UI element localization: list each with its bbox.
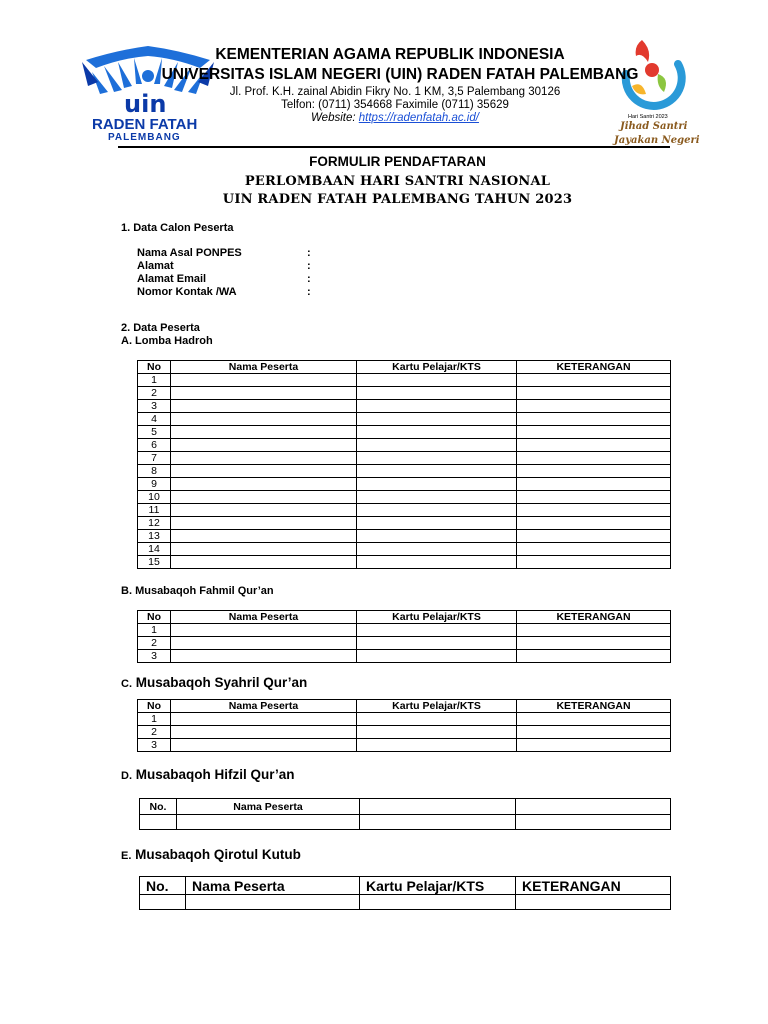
cell-ket[interactable]	[517, 556, 671, 569]
cell-nama[interactable]	[186, 895, 360, 910]
table-row	[138, 439, 671, 452]
form-title: FORMULIR PENDAFTARAN	[309, 154, 486, 169]
website-label: Website:	[311, 112, 356, 124]
sub-d-heading	[121, 767, 295, 782]
cell-kartu[interactable]	[357, 517, 517, 530]
cell-no: 7	[138, 452, 171, 465]
table-row	[138, 726, 671, 739]
cell-ket[interactable]	[517, 491, 671, 504]
hari-santri-logo	[612, 34, 700, 152]
header-rule	[118, 146, 670, 148]
table-row	[138, 465, 671, 478]
cell-ket[interactable]	[517, 374, 671, 387]
col-nama-header: Nama Peserta	[186, 877, 360, 895]
website-link[interactable]: https://radenfatah.ac.id/	[358, 112, 479, 124]
cell-kartu[interactable]	[357, 452, 517, 465]
table-header-row	[140, 799, 671, 815]
col-nama-header: Nama Peserta	[171, 700, 357, 713]
cell-ket[interactable]	[517, 413, 671, 426]
section1-heading: 1. Data Calon Peserta	[121, 222, 234, 234]
col-no-header: No	[138, 611, 171, 624]
table-header-row	[138, 611, 671, 624]
field-label: Nama Asal PONPES	[137, 247, 242, 259]
cell-nama[interactable]	[171, 465, 357, 478]
cell-no: 15	[138, 556, 171, 569]
cell-ket[interactable]	[517, 530, 671, 543]
field-ponpes	[137, 247, 311, 259]
col-kartu-header: Kartu Pelajar/KTS	[357, 361, 517, 374]
cell-no: 1	[138, 374, 171, 387]
cell-nama[interactable]	[171, 739, 357, 752]
col-nama-header: Nama Peserta	[171, 361, 357, 374]
cell-kartu[interactable]	[357, 478, 517, 491]
cell-ket[interactable]	[517, 439, 671, 452]
cell-no: 11	[138, 504, 171, 517]
cell-nama[interactable]	[177, 815, 360, 830]
table-row	[138, 556, 671, 569]
table-row	[140, 895, 671, 910]
cell-no[interactable]	[140, 895, 186, 910]
table-row	[138, 491, 671, 504]
cell-no: 2	[138, 387, 171, 400]
cell-kartu[interactable]	[360, 815, 516, 830]
field-colon: :	[307, 273, 311, 285]
field-alamat	[137, 260, 311, 272]
col-ket-header: KETERANGAN	[516, 877, 671, 895]
sub-b-prefix: B.	[121, 585, 132, 597]
table-row	[138, 413, 671, 426]
hifzil-table	[139, 798, 671, 830]
cell-nama[interactable]	[171, 637, 357, 650]
phone-line: Telfon: (0711) 354668 Faximile (0711) 35629	[281, 99, 509, 111]
cell-no: 1	[138, 713, 171, 726]
table-row	[138, 650, 671, 663]
cell-nama[interactable]	[171, 504, 357, 517]
cell-ket[interactable]	[517, 543, 671, 556]
table-row	[138, 517, 671, 530]
table-row	[138, 543, 671, 556]
cell-nama[interactable]	[171, 713, 357, 726]
cell-no[interactable]	[140, 815, 177, 830]
qirotul-table	[139, 876, 671, 910]
cell-ket[interactable]	[517, 713, 671, 726]
university-title: UNIVERSITAS ISLAM NEGERI (UIN) RADEN FATAH PALEMBANG	[161, 66, 639, 83]
cell-ket[interactable]	[517, 504, 671, 517]
cell-nama[interactable]	[171, 624, 357, 637]
field-colon: :	[307, 286, 311, 298]
cell-ket[interactable]	[517, 517, 671, 530]
cell-kartu[interactable]	[357, 387, 517, 400]
cell-nama[interactable]	[171, 400, 357, 413]
cell-nama[interactable]	[171, 530, 357, 543]
cell-nama[interactable]	[171, 439, 357, 452]
cell-no: 5	[138, 426, 171, 439]
cell-nama[interactable]	[171, 726, 357, 739]
cell-nama[interactable]	[171, 650, 357, 663]
table-row	[140, 815, 671, 830]
cell-nama[interactable]	[171, 374, 357, 387]
cell-kartu[interactable]	[357, 491, 517, 504]
cell-kartu[interactable]	[357, 637, 517, 650]
cell-kartu[interactable]	[357, 739, 517, 752]
cell-kartu[interactable]	[357, 400, 517, 413]
org-title: UIN RADEN FATAH PALEMBANG TAHUN 2023	[222, 192, 573, 207]
cell-no: 3	[138, 650, 171, 663]
hadroh-table	[137, 360, 671, 569]
cell-nama[interactable]	[171, 517, 357, 530]
col-no-header: No	[138, 700, 171, 713]
address-line: Jl. Prof. K.H. zainal Abidin Fikry No. 1 KM, 3,5 Palembang 30126	[229, 86, 561, 98]
cell-kartu[interactable]	[357, 530, 517, 543]
sub-c-heading	[121, 675, 307, 690]
field-label: Alamat Email	[137, 273, 207, 285]
cell-no: 13	[138, 530, 171, 543]
logo-uin-word: uin	[124, 90, 167, 118]
cell-nama[interactable]	[171, 478, 357, 491]
cell-kartu[interactable]	[357, 726, 517, 739]
section2-heading: 2. Data Peserta	[121, 322, 200, 334]
cell-kartu[interactable]	[357, 556, 517, 569]
sub-a-heading: A. Lomba Hadroh	[121, 335, 213, 347]
cell-ket[interactable]	[517, 739, 671, 752]
sub-b-heading	[121, 585, 274, 597]
col-ket-header	[516, 799, 671, 815]
cell-no: 2	[138, 726, 171, 739]
col-no-header: No.	[140, 799, 177, 815]
field-label: Nomor Kontak /WA	[137, 286, 237, 298]
sub-c-title: Musabaqoh Syahril Qur’an	[135, 675, 308, 690]
cell-nama[interactable]	[171, 543, 357, 556]
field-colon: :	[307, 260, 311, 272]
cell-ket[interactable]	[517, 387, 671, 400]
cell-ket[interactable]	[517, 426, 671, 439]
logo-line1: RADEN FATAH	[92, 116, 198, 133]
field-colon: :	[307, 247, 311, 259]
table-row	[138, 387, 671, 400]
cell-ket[interactable]	[517, 726, 671, 739]
cell-nama[interactable]	[171, 556, 357, 569]
cell-ket[interactable]	[517, 478, 671, 491]
col-nama-header: Nama Peserta	[177, 799, 360, 815]
cell-nama[interactable]	[171, 426, 357, 439]
fahmil-table	[137, 610, 671, 663]
table-row	[138, 452, 671, 465]
table-row	[138, 739, 671, 752]
col-kartu-header	[360, 799, 516, 815]
table-row	[138, 637, 671, 650]
website-line	[200, 112, 590, 124]
cell-ket[interactable]	[517, 452, 671, 465]
field-label: Alamat	[137, 260, 174, 272]
cell-no: 8	[138, 465, 171, 478]
cell-ket[interactable]	[517, 624, 671, 637]
table-row	[138, 400, 671, 413]
cell-ket[interactable]	[517, 400, 671, 413]
cell-no: 1	[138, 624, 171, 637]
cell-kartu[interactable]	[357, 374, 517, 387]
cell-no: 14	[138, 543, 171, 556]
cell-kartu[interactable]	[357, 465, 517, 478]
cell-kartu[interactable]	[357, 426, 517, 439]
ministry-title: KEMENTERIAN AGAMA REPUBLIK INDONESIA	[215, 46, 565, 63]
cell-no: 10	[138, 491, 171, 504]
table-row	[138, 478, 671, 491]
cell-nama[interactable]	[171, 452, 357, 465]
sub-e-title: Musabaqoh Qirotul Kutub	[135, 847, 301, 862]
sub-b-title: Musabaqoh Fahmil Qur’an	[135, 585, 274, 597]
cell-kartu[interactable]	[357, 713, 517, 726]
syahril-table	[137, 699, 671, 752]
cell-no: 3	[138, 739, 171, 752]
col-ket-header: KETERANGAN	[517, 361, 671, 374]
cell-ket[interactable]	[516, 815, 671, 830]
table-row	[138, 530, 671, 543]
hari-santri-caption: Hari Santri 2023	[628, 114, 668, 120]
col-nama-header: Nama Peserta	[171, 611, 357, 624]
cell-kartu[interactable]	[357, 624, 517, 637]
cell-no: 3	[138, 400, 171, 413]
col-kartu-header: Kartu Pelajar/KTS	[357, 611, 517, 624]
table-row	[138, 374, 671, 387]
cell-nama[interactable]	[171, 491, 357, 504]
table-header-row	[138, 361, 671, 374]
cell-no: 6	[138, 439, 171, 452]
cell-kartu[interactable]	[357, 543, 517, 556]
cell-nama[interactable]	[171, 413, 357, 426]
col-no-header: No.	[140, 877, 186, 895]
field-kontak	[137, 286, 311, 298]
table-row	[138, 624, 671, 637]
table-row	[138, 426, 671, 439]
cell-no: 4	[138, 413, 171, 426]
cell-nama[interactable]	[171, 387, 357, 400]
event-title: PERLOMBAAN HARI SANTRI NASIONAL	[244, 174, 551, 189]
col-kartu-header: Kartu Pelajar/KTS	[357, 700, 517, 713]
field-email	[137, 273, 311, 285]
table-row	[138, 713, 671, 726]
table-row	[138, 504, 671, 517]
cell-ket[interactable]	[517, 465, 671, 478]
col-ket-header: KETERANGAN	[517, 611, 671, 624]
cell-no: 2	[138, 637, 171, 650]
cell-no: 12	[138, 517, 171, 530]
hari-santri-script1: Jihad Santri	[620, 121, 688, 132]
cell-ket[interactable]	[517, 650, 671, 663]
table-header-row	[140, 877, 671, 895]
col-kartu-header: Kartu Pelajar/KTS	[360, 877, 516, 895]
sub-e-prefix: E.	[121, 850, 132, 862]
cell-kartu[interactable]	[357, 504, 517, 517]
hari-santri-script2: Jayakan Negeri	[614, 135, 700, 146]
cell-no: 9	[138, 478, 171, 491]
col-no-header: No	[138, 361, 171, 374]
sub-e-heading	[121, 847, 301, 862]
table-header-row	[138, 700, 671, 713]
sub-d-prefix: D.	[121, 770, 132, 782]
logo-line2: PALEMBANG	[108, 132, 181, 143]
cell-kartu[interactable]	[357, 439, 517, 452]
cell-ket[interactable]	[517, 637, 671, 650]
cell-kartu[interactable]	[360, 895, 516, 910]
cell-ket[interactable]	[516, 895, 671, 910]
sub-d-title: Musabaqoh Hifzil Qur’an	[135, 767, 295, 782]
col-ket-header: KETERANGAN	[517, 700, 671, 713]
sub-c-prefix: C.	[121, 678, 132, 690]
cell-kartu[interactable]	[357, 413, 517, 426]
cell-kartu[interactable]	[357, 650, 517, 663]
